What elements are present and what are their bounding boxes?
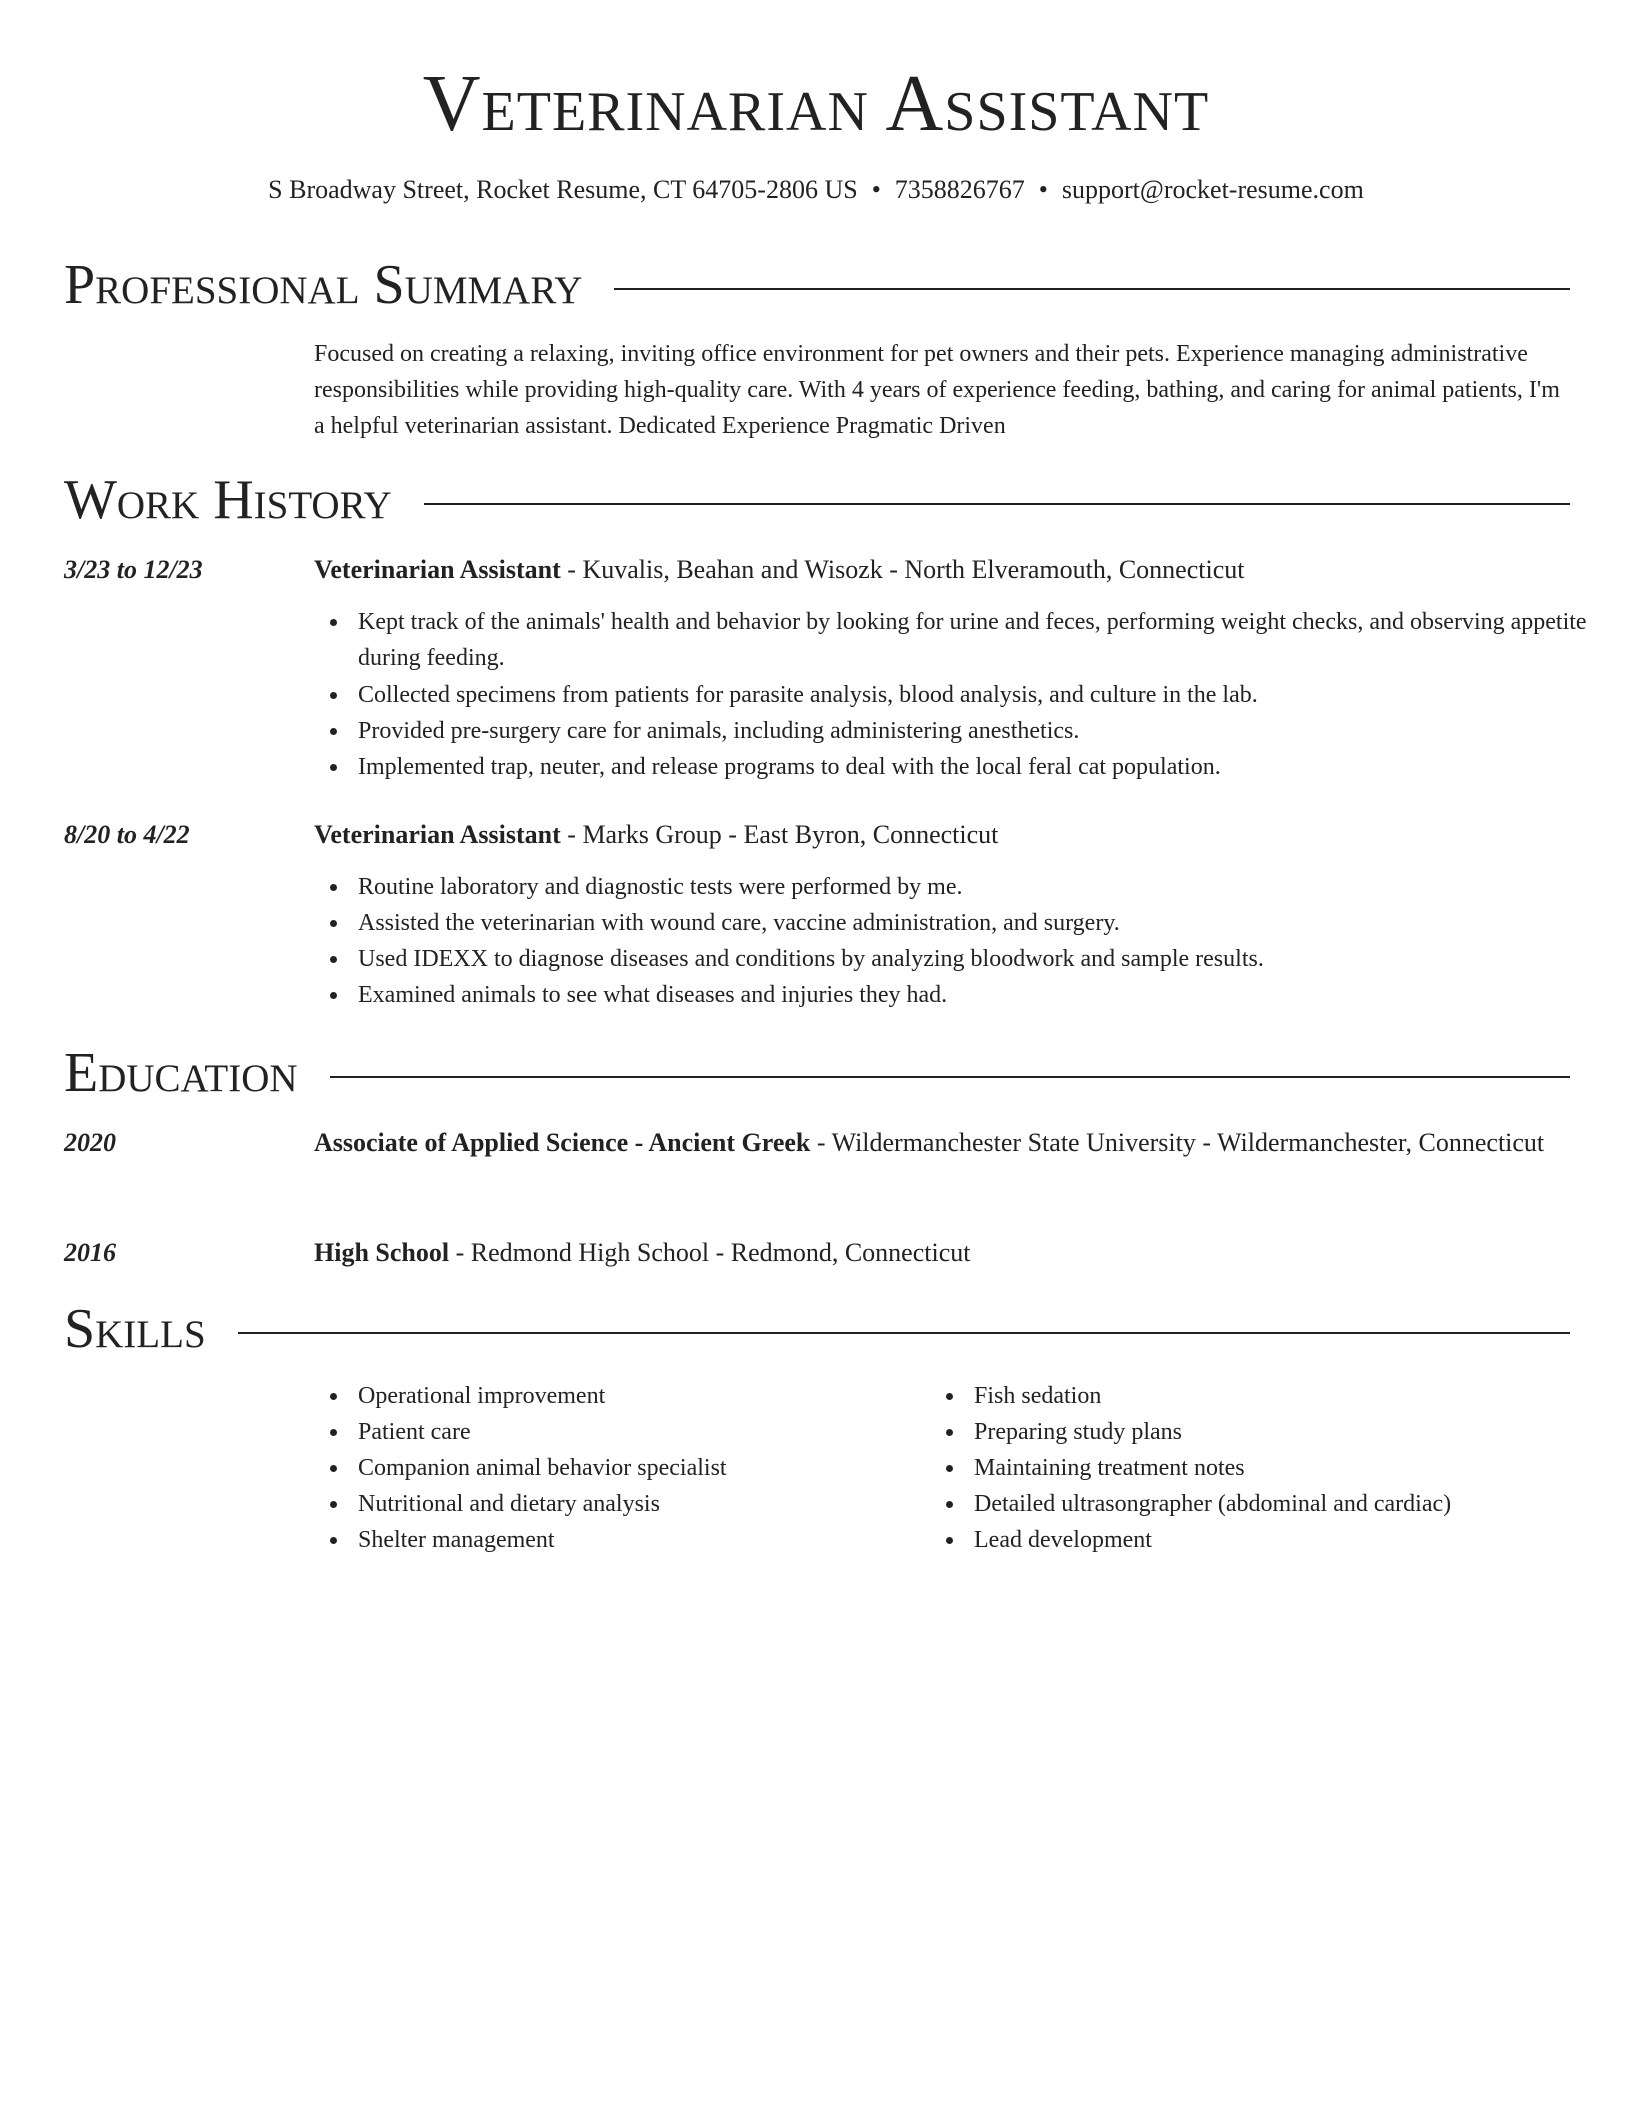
section-title: Work History	[64, 469, 392, 531]
job-bullet: Provided pre-surgery care for animals, including administering anesthetics.	[358, 713, 1614, 749]
contact-separator: •	[1038, 175, 1048, 204]
job-role: Veterinarian Assistant	[314, 820, 561, 849]
skill-item: Maintaining treatment notes	[974, 1450, 1614, 1486]
contact-email: support@rocket-resume.com	[1061, 175, 1364, 204]
resume-name: Veterinarian Assistant	[422, 60, 1210, 148]
section-header-skills	[64, 1297, 1570, 1361]
job-bullet: Routine laboratory and diagnostic tests were performed by me.	[358, 869, 1614, 905]
section-divider	[614, 288, 1570, 290]
skill-item: Fish sedation	[974, 1378, 1614, 1414]
skill-item: Companion animal behavior specialist	[358, 1450, 918, 1486]
contact-address: S Broadway Street, Rocket Resume, CT 64705-2806 US	[268, 175, 858, 204]
skill-item: Shelter management	[358, 1522, 918, 1558]
job-details: - Kuvalis, Beahan and Wisozk - North Elveramouth, Connecticut	[560, 555, 1245, 584]
education-details: - Redmond High School - Redmond, Connecticut	[449, 1238, 971, 1267]
education-entry	[314, 1234, 1570, 1272]
job-bullet: Implemented trap, neuter, and release programs to deal with the local feral cat population.	[358, 749, 1614, 785]
job-bullet: Assisted the veterinarian with wound care, vaccine administration, and surgery.	[358, 905, 1614, 941]
education-details: - Wildermanchester State University - Wildermanchester, Connecticut	[810, 1128, 1545, 1157]
skill-item: Nutritional and dietary analysis	[358, 1486, 918, 1522]
skill-item: Patient care	[358, 1414, 918, 1450]
summary-text: Focused on creating a relaxing, inviting office environment for pet owners and their pets. Experience managing administrative responsibilities while providing high-quality care. With 4 years of experience feeding, bathing, and caring for animal patients, I'm a helpful veterinarian assistant. Dedicated Experience Pragmatic Driven	[314, 341, 1560, 439]
section-title: Skills	[64, 1298, 206, 1360]
education-year: 2020	[64, 1128, 116, 1157]
section-header-education	[64, 1041, 1570, 1105]
skills-list-left	[314, 1378, 918, 1558]
skill-item: Lead development	[974, 1522, 1614, 1558]
section-divider	[238, 1332, 1570, 1334]
education-degree: High School	[314, 1238, 450, 1267]
job-bullet: Collected specimens from patients for parasite analysis, blood analysis, and culture in the lab.	[358, 677, 1614, 713]
job-bullet: Kept track of the animals' health and behavior by looking for urine and feces, performing weight checks, and observing appetite during feeding.	[358, 604, 1614, 676]
education-year: 2016	[64, 1238, 116, 1267]
job-bullet: Examined animals to see what diseases and injuries they had.	[358, 977, 1614, 1013]
job-bullet: Used IDEXX to diagnose diseases and conditions by analyzing bloodwork and sample results.	[358, 941, 1614, 977]
skill-item: Operational improvement	[358, 1378, 918, 1414]
section-divider	[424, 503, 1570, 505]
section-divider	[330, 1076, 1570, 1078]
job-dates: 3/23 to 12/23	[64, 555, 203, 584]
contact-line	[0, 172, 1632, 208]
section-header-summary	[64, 253, 1570, 317]
job-details: - Marks Group - East Byron, Connecticut	[560, 820, 999, 849]
contact-separator: •	[871, 175, 881, 204]
section-header-work-history	[64, 468, 1570, 532]
contact-phone: 7358826767	[894, 175, 1025, 204]
job-heading	[314, 816, 1570, 854]
job-role: Veterinarian Assistant	[314, 555, 561, 584]
education-entry	[314, 1124, 1570, 1162]
section-title: Education	[64, 1042, 298, 1104]
job-bullets	[314, 869, 1614, 1013]
job-dates: 8/20 to 4/22	[64, 820, 190, 849]
skill-item: Detailed ultrasongrapher (abdominal and cardiac)	[974, 1486, 1614, 1522]
section-title: Professional Summary	[64, 254, 583, 316]
job-heading	[314, 551, 1570, 589]
skill-item: Preparing study plans	[974, 1414, 1614, 1450]
education-degree: Associate of Applied Science - Ancient Greek	[314, 1128, 811, 1157]
job-bullets	[314, 604, 1614, 785]
skills-list-right	[930, 1378, 1614, 1558]
